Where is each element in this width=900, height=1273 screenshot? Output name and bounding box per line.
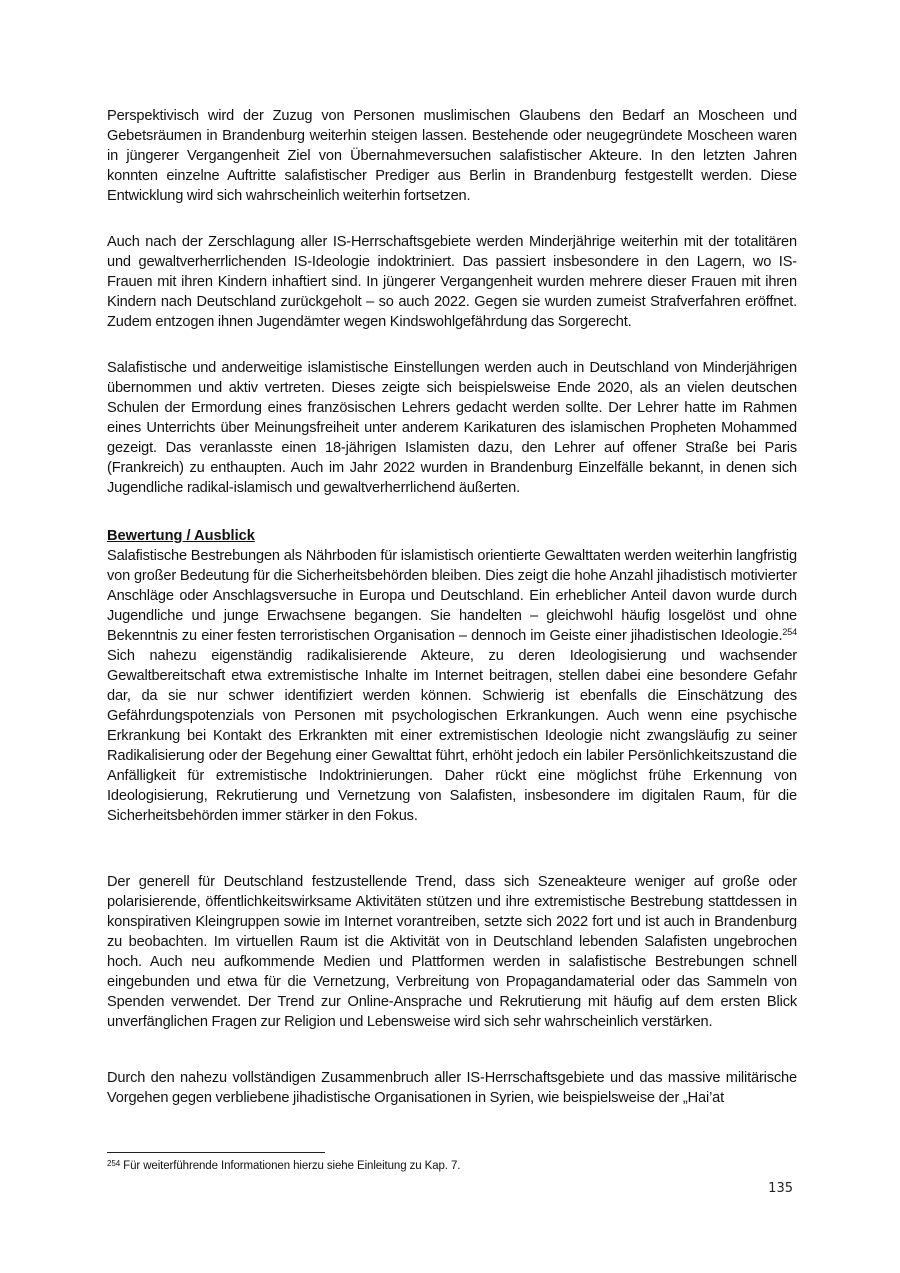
paragraph-text: Der generell für Deutschland festzustellende Trend, dass sich Szeneakteure weniger auf große oder polarisierende, öffentlichkeitswirksame Aktivitäten stützen und ihre extremistische Bestrebung stattdessen in konspirativen Kleingruppen sowie im Internet vorantreiben, setzte sich 2022 fort und ist auch in Brandenburg zu beobachten. Im virtuellen Raum ist die Aktivität von in Deutschland lebenden Salafisten ungebrochen hoch. Auch neu aufkommende Medien und Plattformen werden in salafistische Bestrebungen schnell eingebunden und etwa für die Vernetzung, Verbreitung von Propagandamaterial oder das Sammeln von Spenden verwendet. Der Trend zur Online-Ansprache und Rekrutierung mit häufig auf dem ersten Blick unverfänglichen Fragen zur Religion und Lebensweise wird sich sehr wahrscheinlich verstärken.	[107, 874, 797, 1030]
footnote-divider	[107, 1152, 325, 1153]
paragraph-minors-ideology	[107, 232, 797, 332]
page-number: 135	[768, 1181, 793, 1196]
paragraph-text: Auch nach der Zerschlagung aller IS-Herrschaftsgebiete werden Minderjährige weiterhin mit der totalitären und gewaltverherrlichenden IS-Ideologie indoktriniert. Das passiert insbesondere in den Lagern, wo IS-Frauen mit ihren Kindern inhaftiert sind. In jüngerer Vergangenheit wurden mehrere dieser Frauen mit ihren Kindern nach Deutschland zurückgeholt – so auch 2022. Gegen sie wurden zumeist Strafverfahren eröffnet. Zudem entzogen ihnen Jugendämter wegen Kindswohlgefährdung das Sorgerecht.	[107, 234, 797, 330]
paragraph-text-part: Sich nahezu eigenständig radikalisierende Akteure, zu deren Ideologisierung und wachsender Gewaltbereitschaft etwa extremistische Inhalte im Internet beitragen, stellen dabei eine besondere Gefahr dar, da sie nur schwer identifiziert werden können. Schwierig ist ebenfalls die Einschätzung des Gefährdungspotenzials von Personen mit psychologischen Erkrankungen. Auch wenn eine psychische Erkrankung bei Kontakt des Erkrankten mit einer extremistischen Ideologie nicht zwangsläufig zu seiner Radikalisierung oder der Begehung einer Gewalttat führt, erhöht jedoch ein labiler Persönlichkeitszustand die Anfälligkeit für extremistische Indoktrinierungen. Daher rückt eine möglichst frühe Erkennung von Ideologisierung, Rekrutierung und Vernetzung von Salafisten, insbesondere im digitalen Raum, für die Sicherheitsbehörden immer stärker in den Fokus.	[107, 648, 797, 824]
paragraph-mosques	[107, 106, 797, 206]
paragraph-collapse	[107, 1068, 797, 1108]
paragraph-text: Salafistische und anderweitige islamistische Einstellungen werden auch in Deutschland von Minderjährigen übernommen und aktiv vertreten. Dieses zeigte sich beispielsweise Ende 2020, als an vielen deutschen Schulen der Ermordung eines französischen Lehrers gedacht werden sollte. Der Lehrer hatte im Rahmen eines Unterrichts über Meinungsfreiheit unter anderem Karikaturen des islamischen Propheten Mohammed gezeigt. Das veranlasste einen 18-jährigen Islamisten dazu, den Lehrer auf offener Straße bei Paris (Frankreich) zu enthaupten. Auch im Jahr 2022 wurden in Brandenburg Einzelfälle bekannt, in denen sich Jugendliche radikal-islamisch und gewaltverherrlichend äußerten.	[107, 360, 797, 496]
paragraph-text: Perspektivisch wird der Zuzug von Personen muslimischen Glaubens den Bedarf an Moscheen und Gebetsräumen in Brandenburg weiterhin steigen lassen. Bestehende oder neugegründete Moscheen waren in jüngerer Vergangenheit Ziel von Übernahmeversuchen salafistischer Akteure. In den letzten Jahren konnten einzelne Auftritte salafistischer Prediger aus Berlin in Brandenburg festgestellt werden. Diese Entwicklung wird sich wahrscheinlich weiterhin fortsetzen.	[107, 108, 797, 204]
paragraph-text-part: Salafistische Bestrebungen als Nährboden für islamistisch orientierte Gewalttaten werden weiterhin langfristig von großer Bedeutung für die Sicherheitsbehörden bleiben. Dies zeigt die hohe Anzahl jihadistisch motivierter Anschläge oder Anschlagsversuche in Europa und Deutschland. Ein erheblicher Anteil davon wurde durch Jugendliche und junge Erwachsene begangen. Sie handelten – gleichwohl häufig losgelöst und ohne Bekenntnis zu einer festen terroristischen Organisation – dennoch im Geiste einer jihadistischen Ideologie.	[107, 548, 797, 644]
paragraph-assessment	[107, 546, 797, 826]
paragraph-text	[107, 546, 797, 826]
section-heading: Bewertung / Ausblick	[107, 528, 255, 544]
paragraph-text: Durch den nahezu vollständigen Zusammenbruch aller IS-Herrschaftsgebiete und das massive militärische Vorgehen gegen verbliebene jihadistische Organisationen in Syrien, wie beispielsweise der „Hai’at	[107, 1070, 797, 1106]
paragraph-salafist-attitudes	[107, 358, 797, 498]
footnote-number: 254	[107, 1159, 121, 1168]
footnote-text: Für weiterführende Informationen hierzu siehe Einleitung zu Kap. 7.	[120, 1160, 461, 1172]
footnote	[107, 1159, 797, 1174]
footnote-reference[interactable]: 254	[782, 627, 797, 637]
paragraph-trend	[107, 872, 797, 1032]
